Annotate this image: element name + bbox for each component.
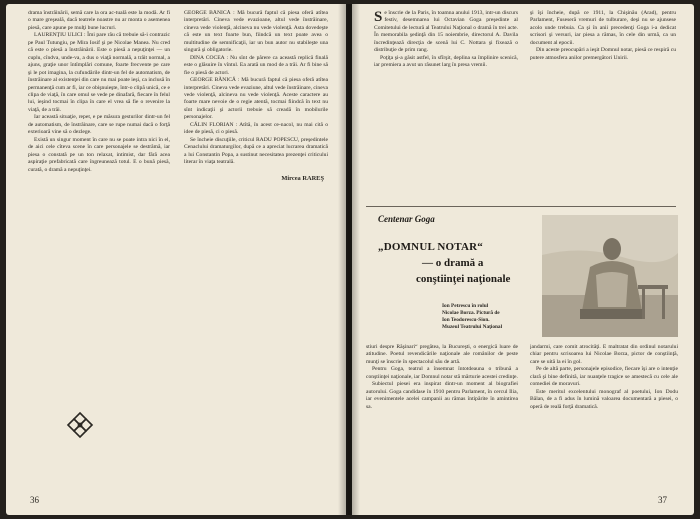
- paragraph: GEORGE BĂNICĂ : Mă bucură faptul că piesa oferă atîtea interpretări. Cineva vede evazioane, altul vede înstrăinare, cineva vede violenţă, alcineva nu vede violenţă. Asta dovedeşte că este un text foarte bun, fiindcă un text poate avea o multitudine de semnificaţii, iar un bun autor nu stabileşte una singură şi obligatorie.: [184, 10, 328, 54]
- left-column-1: [28, 10, 170, 425]
- paragraph: CĂLIN FLORIAN : Atîtă, în acest ce-nacol, nu mai cită o idee de piesă, ci o piesă.: [184, 121, 328, 136]
- section-kicker: Centenar Goga: [378, 214, 435, 224]
- article-subtitle-line: conştiinţei naţionale: [416, 273, 511, 285]
- page-number: 37: [658, 495, 667, 505]
- right-page: [352, 4, 694, 515]
- right-column-1: [374, 10, 518, 202]
- paragraph: [374, 10, 518, 55]
- paragraph: Subiectul piesei era inspirat dintr-un moment al biografiei autorului. Goga candidase în 1910 pentru Parlament, în cercul Ilia, iar evenimentele acelei campanii au rămas întipărite în amintirea sa.: [366, 381, 518, 410]
- paragraph: stiuri despre Răşinari“ pregătea, la Bucureşti, o energică luare de atitudine. Poetul revendicările naţionale ale românilor de peste munţi se înscrie în spectacolul său de artă.: [366, 344, 518, 365]
- right-column-3: [366, 344, 518, 484]
- paragraph: Este meritul excelentului monograf al poetului, Ion Dodu Bălan, de a fi adus în lumină valoarea documentară a piesei, o operă de reală forţă dramatică.: [530, 388, 678, 410]
- paragraph: DINA COCEA : Nu sînt de părere ca această replică finală este o glăsuire în vîntul. Ea arată un mod de a trăi. Ar fi bine să fie o piesă de actori.: [184, 54, 328, 76]
- page-number: 36: [30, 495, 39, 505]
- painting-photo: [542, 215, 678, 337]
- paragraph: GEORGE BĂNICĂ : Mă bucură faptul că piesa oferă atîtea interpretări. Cineva vede evaziune, altul vede înstrăinare, cineva vede violenţă, alcineva nu vede violenţă. Aceste caractere au foarte mare nevoie de o regie atentă, tocmai fiindcă în text nu sînt indicaţii şi actorii trebuie să creadă în mobilurile personajelor.: [184, 77, 328, 121]
- paragraph-text: e înscrie de la Paris, în toamna anului 1913, intr-un discurs festiv, desemnarea lui Octavian Goga preşedinte al Comitetului de lectură al Teatrului Naţional o dramă în trei acte. În memorabila şedinţă din 15 noiembrie, directorul A. Davila încredinţează direcţia de scenă lui C. Nottara şi fixează o distribuţie de prim rang.: [374, 10, 518, 54]
- floral-ornament-icon: [66, 411, 94, 439]
- paragraph: Poţiţa şi-a găsit astfel, în sfîrşit, deplina sa împlinire scenică, iar premiera a avut un răsunet larg în presa vremii.: [374, 54, 518, 69]
- caption-line: Muzeul Teatrului Naţional: [442, 324, 503, 330]
- author-signature: Mircea RAREŞ: [281, 174, 324, 182]
- article-title: „DOMNUL NOTAR“: [378, 241, 483, 253]
- left-column-2: [184, 10, 328, 420]
- paragraph: Din aceste preocupări a ieşit Domnul notar, piesă ce respiră cu putere atmosfera anilor premergători Unirii.: [530, 47, 676, 61]
- right-column-2: [530, 10, 676, 202]
- paragraph: LAURENŢIU ULICI : Îmi pare rău că trebuie să-i contrazic pe Paul Tutungiu, pe Mira Iosif şi pe Nicolae Manea. Nu cred că este o piesă a înstrăinării. Este o piesă a nepuţinţei — un cuplu, cîndva, unde-va, a dus o viaţă normală, a trăit normal, a ajuns, graţie unor întîmplări comune, foarte frecvente pe care şi le pot imagina, la cufundările dintr-un fel de automatism, de înstrăinare al existenţei din care nu mai poate ieşi, ca inclusă în permanenţă cum ar fi, iar ce obişnuieşte, într-o clipă unică, ce e clipa de viaţă, în care omul se vede pe dinafară, fiecare în felul lui, ieşind tocmai în clipa în care el vrea să fie o revenire la viaţă, de a trăi.: [28, 32, 170, 113]
- paragraph: şi îşi încheie, după ce 1911, la Chişinău (Arad), pentru Parlament, Fuseseră vremuri de tulburare, deşi nu se ajunsese acolo unde trebuia. Ca şi în anii precedenţi Goga i-a dedicat scrisori şi versuri, iar piesa a rămas, în cele din urmă, ca un document al epocii.: [530, 10, 676, 46]
- paragraph: Există un singur moment în care nu se poate intra nici în el, de aici cele cîteva scene în care personajele se destrămă, iar piesa o constată pe un ton relaxat, intimist, dar fără acea aspiraţie prefabricată care îngreunează totul. E o bună piesă, curată, o dramă a nepuţinţei.: [28, 136, 170, 173]
- caption-line: Nicolae Borza. Pictură de: [442, 310, 500, 316]
- book-gutter: [338, 4, 360, 515]
- paragraph: Se încheie discuţiile, criticul RADU POPESCU, preşedintele Cenaclului dramaturgilor, după ce a apreciat lucrarea dramatică a lui Constantin Popa, a sustinut necesitatea prezenţei criticului literar în viaţa teatrală.: [184, 136, 328, 166]
- paragraph: jandarmi, care comit atrocităţi. E maltratat din ordinul notarului chiar pentru scrisoarea lui Nicolae Borza, pictor de conştiinţă, care se uită la ei în gol.: [530, 344, 678, 365]
- article-header-box: [366, 206, 676, 339]
- paragraph: Pe de altă parte, personajele episodice, fiecare îşi are o intenţie clară şi bine definită, iar nuanţele tragice se amestecă cu cele ale comediei de moravuri.: [530, 366, 678, 388]
- right-column-4: [530, 344, 678, 484]
- paragraph: drama înstrăinării, semă care la ora ac-tuală este la modă. Ar fi o mare greşeală, dacă teatrele noastre nu ar monta o asemenea piesă, care apune pe mulţi bune lucruri.: [28, 10, 170, 31]
- article-subtitle-line: — o dramă a: [422, 257, 484, 269]
- caption-line: Ion Petrescu în rolul: [442, 303, 489, 309]
- paragraph: Iar această situaţie, repet, e pe măsura gesturilor dintr-un fel de automatism, de înstrăinare, care se rupe numai dacă o forţă exterioară vine să o dezlege.: [28, 114, 170, 136]
- left-page: [6, 4, 346, 515]
- paragraph: Pentru Goga, teatrul a însemnat întotdeauna o tribună a conştiinţei naţionale, iar Domnul notar stă mărturie acestei credinţe.: [366, 366, 518, 380]
- drop-cap: S: [374, 10, 383, 25]
- photo-caption: [442, 303, 502, 331]
- caption-line: Ion Teodorescu-Sion.: [442, 317, 490, 323]
